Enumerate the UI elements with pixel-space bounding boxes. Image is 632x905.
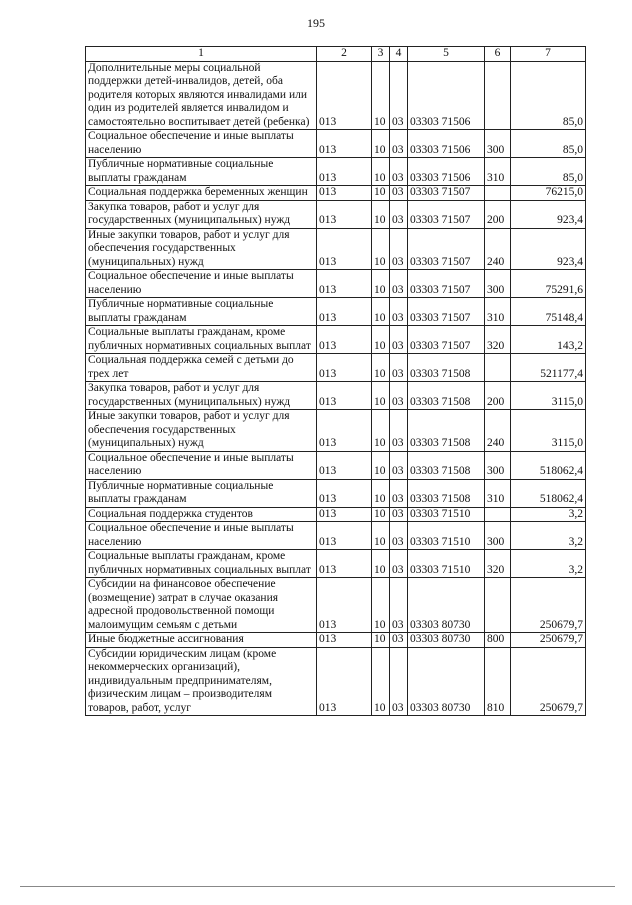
subsection-code: 03	[390, 326, 408, 354]
expense-type-code: 800	[485, 633, 511, 648]
subsection-code: 03	[390, 647, 408, 716]
section-code: 10	[372, 479, 390, 507]
item-name: Социальное обеспечение и иные выплаты населению	[86, 130, 317, 158]
ministry-code: 013	[317, 522, 372, 550]
expense-type-code: 310	[485, 298, 511, 326]
ministry-code: 013	[317, 354, 372, 382]
item-name: Субсидии на финансовое обеспечение (возмещение) затрат в случае оказания адресной продовольственной помощи малоимущим семьям с детьми	[86, 578, 317, 633]
item-name: Закупка товаров, работ и услуг для государственных (муниципальных) нужд	[86, 200, 317, 228]
subsection-code: 03	[390, 200, 408, 228]
column-header: 7	[511, 47, 586, 62]
amount: 75291,6	[511, 270, 586, 298]
section-code: 10	[372, 550, 390, 578]
table-row	[86, 550, 586, 578]
amount: 3115,0	[511, 410, 586, 452]
section-code: 10	[372, 522, 390, 550]
table-row	[86, 633, 586, 648]
expense-type-code: 300	[485, 451, 511, 479]
article-code: 03303 71510	[408, 522, 485, 550]
column-header: 2	[317, 47, 372, 62]
amount: 521177,4	[511, 354, 586, 382]
expense-type-code	[485, 578, 511, 633]
article-code: 03303 80730	[408, 647, 485, 716]
section-code: 10	[372, 298, 390, 326]
table-row	[86, 298, 586, 326]
amount: 143,2	[511, 326, 586, 354]
table-row	[86, 507, 586, 522]
article-code: 03303 71508	[408, 382, 485, 410]
ministry-code: 013	[317, 326, 372, 354]
amount: 3,2	[511, 522, 586, 550]
page-number: 195	[307, 16, 325, 30]
subsection-code: 03	[390, 130, 408, 158]
ministry-code: 013	[317, 550, 372, 578]
subsection-code: 03	[390, 270, 408, 298]
article-code: 03303 71507	[408, 326, 485, 354]
amount: 3115,0	[511, 382, 586, 410]
item-name: Иные закупки товаров, работ и услуг для обеспечения государственных (муниципальных) нужд	[86, 228, 317, 270]
section-code: 10	[372, 270, 390, 298]
item-name: Социальная поддержка студентов	[86, 507, 317, 522]
item-name: Социальная поддержка беременных женщин	[86, 186, 317, 201]
ministry-code: 013	[317, 647, 372, 716]
ministry-code: 013	[317, 382, 372, 410]
amount: 518062,4	[511, 479, 586, 507]
expense-type-code: 320	[485, 326, 511, 354]
section-code: 10	[372, 382, 390, 410]
table-row	[86, 451, 586, 479]
section-code: 10	[372, 451, 390, 479]
expense-type-code: 300	[485, 130, 511, 158]
amount: 75148,4	[511, 298, 586, 326]
table-row	[86, 354, 586, 382]
subsection-code: 03	[390, 186, 408, 201]
expense-type-code: 300	[485, 522, 511, 550]
subsection-code: 03	[390, 633, 408, 648]
table-row	[86, 270, 586, 298]
amount: 3,2	[511, 507, 586, 522]
subsection-code: 03	[390, 228, 408, 270]
expense-type-code	[485, 507, 511, 522]
article-code: 03303 71507	[408, 186, 485, 201]
item-name: Дополнительные меры социальной поддержки детей-инвалидов, детей, оба родителя которых являются инвалидами или один из родителей является инвалидом и самостоятельно воспитывает детей (ребенка)	[86, 61, 317, 130]
ministry-code: 013	[317, 410, 372, 452]
amount: 250679,7	[511, 633, 586, 648]
section-code: 10	[372, 410, 390, 452]
column-number-row	[86, 47, 586, 62]
ministry-code: 013	[317, 507, 372, 522]
ministry-code: 013	[317, 298, 372, 326]
article-code: 03303 71507	[408, 270, 485, 298]
item-name: Социальное обеспечение и иные выплаты населению	[86, 270, 317, 298]
section-code: 10	[372, 647, 390, 716]
column-header: 1	[86, 47, 317, 62]
article-code: 03303 71506	[408, 61, 485, 130]
ministry-code: 013	[317, 479, 372, 507]
column-header: 5	[408, 47, 485, 62]
subsection-code: 03	[390, 61, 408, 130]
table-row	[86, 522, 586, 550]
section-code: 10	[372, 354, 390, 382]
subsection-code: 03	[390, 382, 408, 410]
article-code: 03303 71508	[408, 479, 485, 507]
column-header: 6	[485, 47, 511, 62]
amount: 85,0	[511, 158, 586, 186]
subsection-code: 03	[390, 522, 408, 550]
ministry-code: 013	[317, 61, 372, 130]
table-row	[86, 479, 586, 507]
subsection-code: 03	[390, 479, 408, 507]
item-name: Социальные выплаты гражданам, кроме публичных нормативных социальных выплат	[86, 326, 317, 354]
ministry-code: 013	[317, 633, 372, 648]
table-row	[86, 410, 586, 452]
expense-type-code	[485, 61, 511, 130]
expense-type-code: 310	[485, 479, 511, 507]
section-code: 10	[372, 633, 390, 648]
item-name: Закупка товаров, работ и услуг для государственных (муниципальных) нужд	[86, 382, 317, 410]
item-name: Социальное обеспечение и иные выплаты населению	[86, 522, 317, 550]
article-code: 03303 71507	[408, 298, 485, 326]
article-code: 03303 71508	[408, 354, 485, 382]
section-code: 10	[372, 200, 390, 228]
table-row	[86, 158, 586, 186]
expense-type-code: 320	[485, 550, 511, 578]
amount: 85,0	[511, 130, 586, 158]
item-name: Социальные выплаты гражданам, кроме публичных нормативных социальных выплат	[86, 550, 317, 578]
subsection-code: 03	[390, 550, 408, 578]
subsection-code: 03	[390, 578, 408, 633]
item-name: Иные закупки товаров, работ и услуг для обеспечения государственных (муниципальных) нужд	[86, 410, 317, 452]
subsection-code: 03	[390, 451, 408, 479]
section-code: 10	[372, 578, 390, 633]
amount: 3,2	[511, 550, 586, 578]
article-code: 03303 71507	[408, 228, 485, 270]
section-code: 10	[372, 130, 390, 158]
expense-type-code	[485, 354, 511, 382]
amount: 85,0	[511, 61, 586, 130]
amount: 518062,4	[511, 451, 586, 479]
table-row	[86, 200, 586, 228]
article-code: 03303 71508	[408, 410, 485, 452]
ministry-code: 013	[317, 158, 372, 186]
ministry-code: 013	[317, 228, 372, 270]
expense-type-code: 240	[485, 410, 511, 452]
expense-type-code: 810	[485, 647, 511, 716]
ministry-code: 013	[317, 578, 372, 633]
expense-type-code: 200	[485, 382, 511, 410]
subsection-code: 03	[390, 507, 408, 522]
item-name: Социальное обеспечение и иные выплаты населению	[86, 451, 317, 479]
expense-type-code: 240	[485, 228, 511, 270]
section-code: 10	[372, 158, 390, 186]
table-row	[86, 130, 586, 158]
item-name: Социальная поддержка семей с детьми до трех лет	[86, 354, 317, 382]
item-name: Иные бюджетные ассигнования	[86, 633, 317, 648]
item-name: Публичные нормативные социальные выплаты гражданам	[86, 158, 317, 186]
expense-type-code: 300	[485, 270, 511, 298]
item-name: Публичные нормативные социальные выплаты гражданам	[86, 479, 317, 507]
ministry-code: 013	[317, 200, 372, 228]
table-row	[86, 326, 586, 354]
table-row	[86, 578, 586, 633]
subsection-code: 03	[390, 298, 408, 326]
expense-type-code: 200	[485, 200, 511, 228]
subsection-code: 03	[390, 354, 408, 382]
article-code: 03303 80730	[408, 578, 485, 633]
table-row	[86, 186, 586, 201]
section-code: 10	[372, 326, 390, 354]
subsection-code: 03	[390, 158, 408, 186]
section-code: 10	[372, 507, 390, 522]
amount: 923,4	[511, 228, 586, 270]
table-body	[86, 47, 586, 716]
table-row	[86, 61, 586, 130]
amount: 923,4	[511, 200, 586, 228]
article-code: 03303 71510	[408, 507, 485, 522]
section-code: 10	[372, 228, 390, 270]
ministry-code: 013	[317, 130, 372, 158]
item-name: Субсидии юридическим лицам (кроме некоммерческих организаций), индивидуальным предпринимателям, физическим лицам – производителям товаров, работ, услуг	[86, 647, 317, 716]
article-code: 03303 71507	[408, 200, 485, 228]
article-code: 03303 71508	[408, 451, 485, 479]
article-code: 03303 71510	[408, 550, 485, 578]
subsection-code: 03	[390, 410, 408, 452]
article-code: 03303 80730	[408, 633, 485, 648]
bottom-rule	[20, 886, 615, 887]
amount: 250679,7	[511, 647, 586, 716]
section-code: 10	[372, 186, 390, 201]
article-code: 03303 71506	[408, 130, 485, 158]
expense-type-code: 310	[485, 158, 511, 186]
budget-table	[85, 46, 586, 716]
column-header: 3	[372, 47, 390, 62]
table-row	[86, 382, 586, 410]
item-name: Публичные нормативные социальные выплаты гражданам	[86, 298, 317, 326]
column-header: 4	[390, 47, 408, 62]
amount: 250679,7	[511, 578, 586, 633]
amount: 76215,0	[511, 186, 586, 201]
ministry-code: 013	[317, 270, 372, 298]
table-row	[86, 647, 586, 716]
article-code: 03303 71506	[408, 158, 485, 186]
section-code: 10	[372, 61, 390, 130]
table-row	[86, 228, 586, 270]
ministry-code: 013	[317, 186, 372, 201]
expense-type-code	[485, 186, 511, 201]
ministry-code: 013	[317, 451, 372, 479]
